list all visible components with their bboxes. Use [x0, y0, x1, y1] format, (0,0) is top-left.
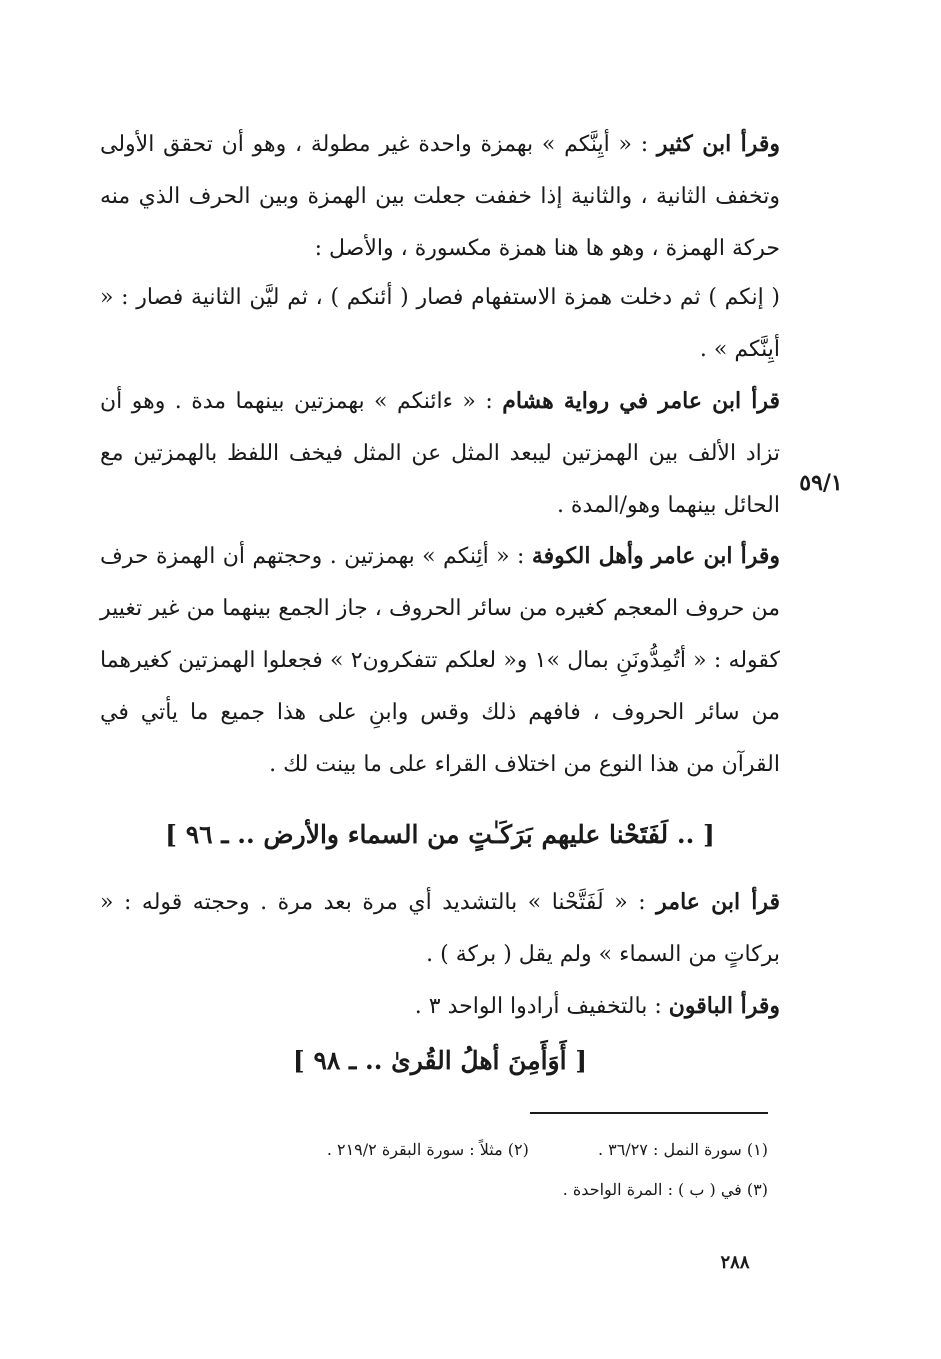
footnote-divider: [530, 1112, 768, 1114]
paragraph-text: : « أئِنكم » بهمزتين . وحجتهم أن الهمزة حرف من حروف المعجم كغيره من سائر الحروف ، جاز الجمع بينهما من غير تغيير كقوله : « أتُمِدُّونَنِ بمال »١ و« لعلكم تتفكرون٢ » فجعلوا الهمزتين كغيرهما من سائر الحروف ، فافهم ذلك وقس وابنِ على هذا جميع ما يأتي في القرآن من هذا النوع من اختلاف القراء على ما بينت لك .: [100, 544, 780, 777]
footnotes-row-1: [200, 1136, 768, 1164]
paragraph-baqun: [100, 980, 780, 1033]
paragraph-text: : بالتخفيف أرادوا الواحد ٣ .: [414, 994, 669, 1019]
paragraph-lead: وقرأ ابن كثير: [656, 131, 780, 157]
verse-heading-98: [ أَوَأَمِنَ أهلُ القُرىٰ .. ـ ٩٨ ]: [292, 1046, 588, 1075]
paragraph-lead: قرأ ابن عامر في رواية هشام: [502, 388, 780, 414]
footnote-2: (٢) مثلاً : سورة البقرة ٢١٩/٢ .: [326, 1140, 529, 1159]
paragraph-text: : « ءائنكم » بهمزتين بينهما مدة . وهو أن تزاد الألف بين الهمزتين ليبعد المثل عن المثل فيخف اللفظ بالهمزتين مع الحائل بينهما وهو/المدة .: [100, 389, 780, 518]
margin-folio-reference: ٥٩/١: [799, 470, 843, 496]
page-number: ٢٨٨: [720, 1252, 750, 1273]
paragraph-innakum-origin: [100, 272, 780, 376]
paragraph-lead: وقرأ ابن عامر وأهل الكوفة: [531, 543, 780, 569]
paragraph-ibn-amir-hisham: [100, 375, 780, 532]
paragraph-text: : « لَفَتَّحْنا » بالتشديد أي مرة بعد مرة . وحجته قوله : « بركاتٍ من السماء » ولم يقل ( بركة ) .: [100, 890, 780, 967]
footnote-3: (٣) في ( ب ) : المرة الواحدة .: [562, 1180, 768, 1199]
footnotes-row-2: [200, 1176, 768, 1204]
paragraph-ibn-amir-kufa: [100, 530, 780, 791]
paragraph-ibn-amir-fattahna: [100, 876, 780, 981]
paragraph-lead: وقرأ الباقون: [668, 993, 780, 1019]
paragraph-text: ( إنكم ) ثم دخلت همزة الاستفهام فصار ( أئنكم ) ، ثم ليَّن الثانية فصار : « أيِنَّكم » .: [100, 285, 780, 362]
paragraph-ibn-kathir: [100, 118, 780, 275]
verse-heading-96: [ .. لَفَتَحْنا عليهم بَرَكَـٰتٍ من السماء والأرض .. ـ ٩٦ ]: [165, 820, 715, 849]
paragraph-lead: قرأ ابن عامر: [656, 889, 780, 915]
footnote-1: (١) سورة النمل : ٣٦/٢٧ .: [597, 1140, 768, 1159]
paragraph-text: : « أيِنَّكم » بهمزة واحدة غير مطولة ، وهو أن تحقق الأولى وتخفف الثانية ، والثانية إذا خففت جعلت بين الهمزة وبين الحرف الذي منه حركة الهمزة ، وهو ها هنا همزة مكسورة ، والأصل :: [100, 132, 780, 261]
